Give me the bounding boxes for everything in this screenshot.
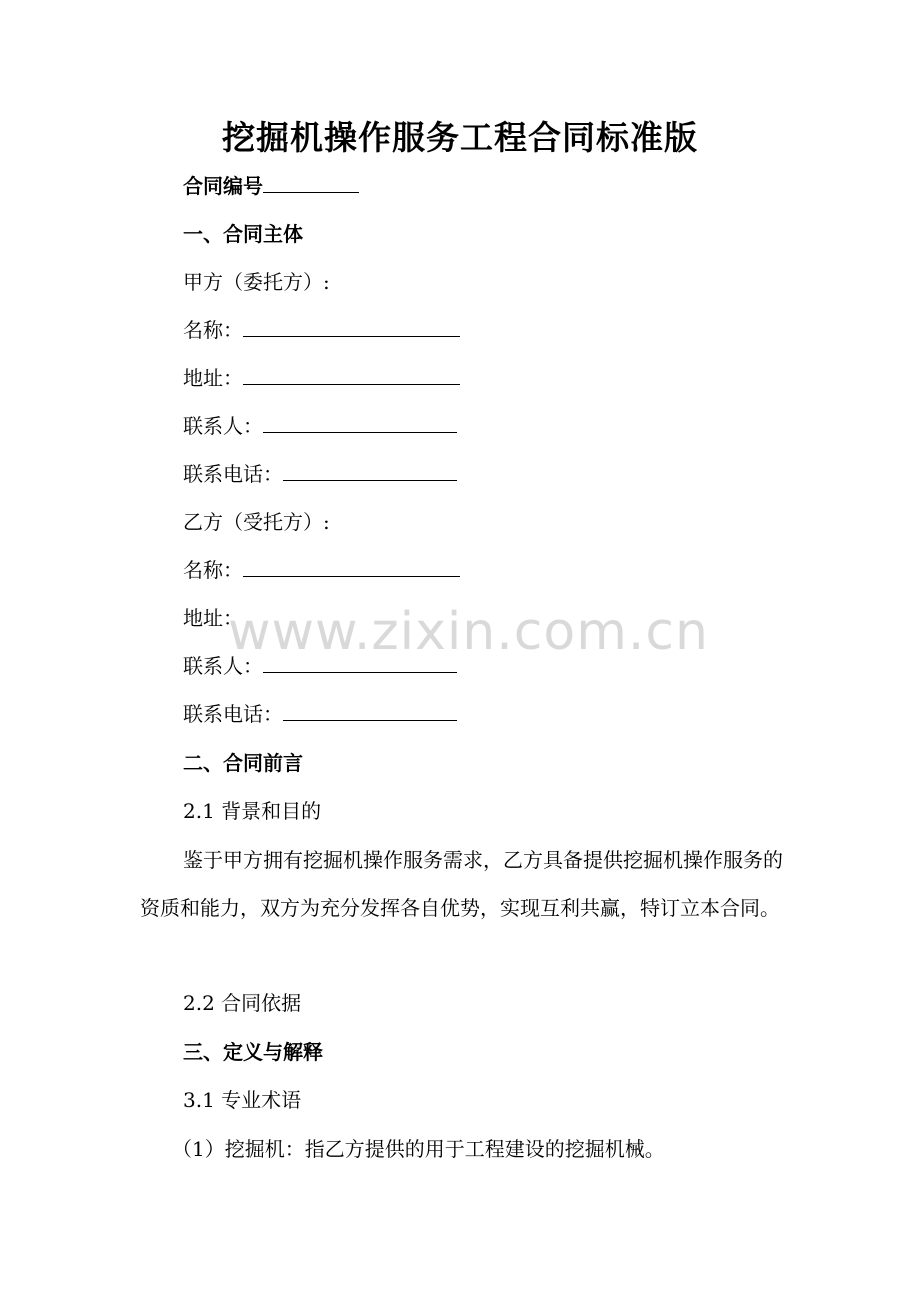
- party-a-phone-line: [183, 460, 457, 488]
- party-a-name-blank: [243, 318, 460, 337]
- contract-number-label: 合同编号: [183, 174, 263, 198]
- party-a-contact-line: [183, 412, 457, 440]
- watermark: www.zixin.com.cn: [228, 602, 709, 662]
- party-b-heading: 乙方（受托方）:: [183, 510, 330, 534]
- party-a-address-blank: [243, 366, 460, 385]
- clause-3-1-item-1: （1）挖掘机：指乙方提供的用于工程建设的挖掘机械。: [172, 1137, 665, 1161]
- party-b-name-line: [183, 556, 460, 584]
- party-a-phone-label: 联系电话：: [183, 462, 283, 486]
- party-a-name-label: 名称：: [183, 318, 243, 342]
- clause-2-1-heading: 2.1 背景和目的: [183, 799, 322, 823]
- party-a-address-label: 地址：: [183, 366, 243, 390]
- party-a-heading: 甲方（委托方）:: [183, 270, 330, 294]
- party-b-name-blank: [243, 558, 460, 577]
- party-b-name-label: 名称：: [183, 558, 243, 582]
- party-a-phone-blank: [283, 462, 457, 481]
- party-b-phone-line: [183, 700, 457, 728]
- party-a-contact-label: 联系人：: [183, 414, 263, 438]
- party-a-name-line: [183, 316, 460, 344]
- party-b-contact-label: 联系人：: [183, 654, 263, 678]
- party-a-contact-blank: [263, 414, 457, 433]
- clause-3-1-heading: 3.1 专业术语: [183, 1088, 302, 1112]
- party-b-phone-blank: [283, 702, 457, 721]
- party-a-address-line: [183, 364, 460, 392]
- party-b-address-label: 地址：: [183, 606, 243, 630]
- contract-number-blank: [263, 174, 359, 193]
- clause-2-2-heading: 2.2 合同依据: [183, 991, 302, 1015]
- clause-2-1-paragraph: 鉴于甲方拥有挖掘机操作服务需求，乙方具备提供挖掘机操作服务的资质和能力，双方为充分发挥各自优势，实现互利共赢，特订立本合同。: [140, 848, 783, 920]
- party-b-phone-label: 联系电话：: [183, 702, 283, 726]
- document-title: 挖掘机操作服务工程合同标准版: [222, 118, 698, 157]
- section-1-heading: 一、合同主体: [183, 222, 303, 246]
- section-3-heading: 三、定义与解释: [183, 1040, 323, 1064]
- section-2-heading: 二、合同前言: [183, 751, 303, 775]
- contract-number-line: [183, 172, 359, 200]
